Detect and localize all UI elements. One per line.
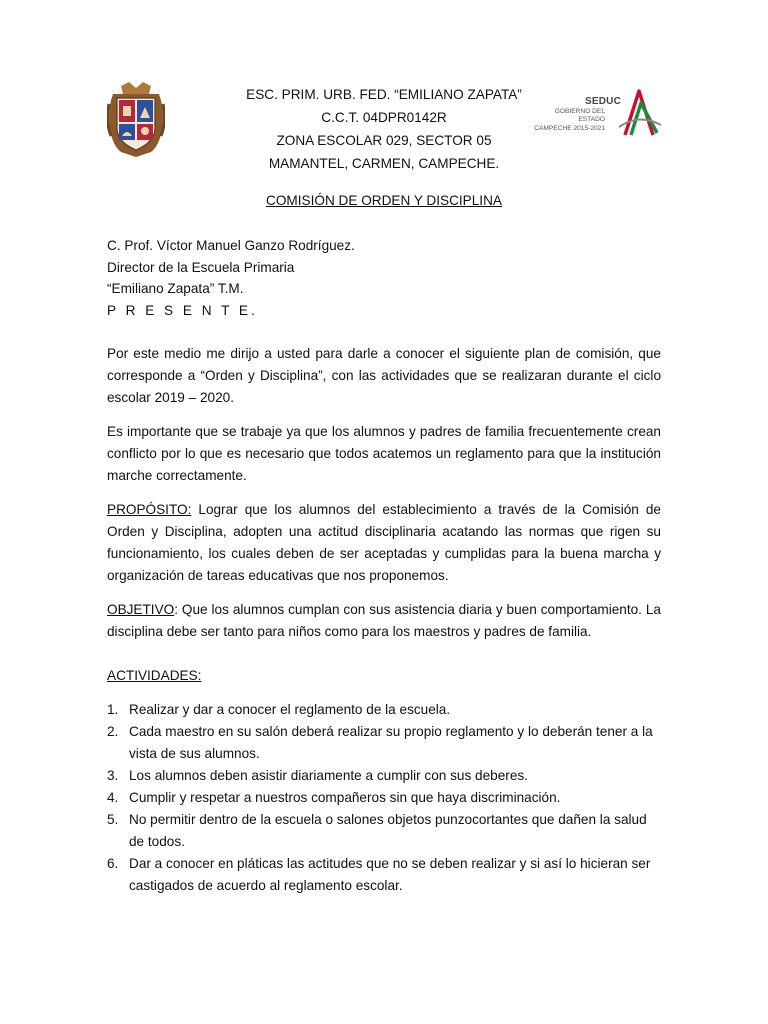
- activity-number: 4.: [107, 790, 119, 805]
- addressee-name: C. Prof. Víctor Manuel Ganzo Rodríguez.: [107, 238, 355, 253]
- activity-item: [107, 787, 661, 809]
- activity-number: 6.: [107, 856, 119, 871]
- addressee-role: Director de la Escuela Primaria: [107, 259, 295, 275]
- activity-number: 1.: [107, 702, 119, 717]
- activity-item: [107, 721, 661, 765]
- activity-text: Dar a conocer en pláticas las actitudes que no se deben realizar y si así lo hicieran ser castigados de acuerdo al reglamento escolar.: [129, 856, 651, 893]
- seduc-line2: CAMPECHE 2015-2021: [534, 124, 605, 132]
- objective-text: : Que los alumnos cumplan con sus asistencia diaria y buen comportamiento. La disciplina debe ser tanto para niños como para los maestros y padres de familia.: [107, 602, 661, 639]
- activity-item: [107, 699, 661, 721]
- purpose-label: PROPÓSITO:: [107, 502, 192, 517]
- objective-label: OBJETIVO: [107, 602, 175, 617]
- activity-item: [107, 853, 661, 897]
- activity-item: [107, 765, 661, 787]
- activity-text: Cumplir y respetar a nuestros compañeros sin que haya discriminación.: [129, 790, 561, 805]
- activities-title: ACTIVIDADES:: [107, 668, 202, 683]
- intro-paragraph: Por este medio me dirijo a usted para darle a conocer el siguiente plan de comisión, que corresponde a “Orden y Disciplina”, con las actividades que se realizaran durante el ciclo escolar 2019 – 2020.: [107, 346, 661, 405]
- addressee-block: [107, 235, 355, 321]
- seduc-line1: GOBIERNO DEL ESTADO: [554, 108, 605, 124]
- activities-list: [107, 699, 661, 897]
- activity-item: [107, 809, 661, 853]
- purpose-paragraph: [107, 499, 661, 587]
- school-location: MAMANTEL, CARMEN, CAMPECHE.: [268, 156, 500, 171]
- addressee-school: “Emiliano Zapata” T.M.: [107, 281, 244, 296]
- importance-paragraph: Es importante que se trabaje ya que los alumnos y padres de familia frecuentemente crean conflicto por lo que es necesario que todos acatemos un reglamento para que la institución marche correctamente.: [107, 424, 661, 483]
- school-zone: ZONA ESCOLAR 029, SECTOR 05: [276, 133, 492, 148]
- school-name: ESC. PRIM. URB. FED. “EMILIANO ZAPATA”: [246, 87, 522, 102]
- activity-text: No permitir dentro de la escuela o salones objetos punzocortantes que dañen la salud de todos.: [129, 812, 647, 849]
- school-header: [0, 83, 768, 175]
- activity-number: 2.: [107, 724, 119, 739]
- objective-paragraph: [107, 599, 661, 643]
- activity-number: 5.: [107, 812, 119, 827]
- activity-text: Cada maestro en su salón deberá realizar su propio reglamento y lo deberán tener a la vista de sus alumnos.: [129, 724, 653, 761]
- school-cct: C.C.T. 04DPR0142R: [321, 110, 447, 125]
- addressee-presente: P R E S E N T E.: [107, 302, 258, 318]
- seduc-name: SEDUC: [585, 96, 622, 107]
- activity-number: 3.: [107, 768, 119, 783]
- purpose-text: Lograr que los alumnos del establecimiento a través de la Comisión de Orden y Disciplina, adopten una actitud disciplinaria acatando las normas que rigen su funcionamiento, los cuales deben de ser aceptadas y cumplidas para la buena marcha y organización de tareas educativas que nos proponemos.: [107, 502, 661, 583]
- activity-text: Los alumnos deben asistir diariamente a cumplir con sus deberes.: [129, 768, 528, 783]
- activity-text: Realizar y dar a conocer el reglamento de la escuela.: [129, 702, 451, 717]
- commission-title: COMISIÓN DE ORDEN Y DISCIPLINA: [266, 193, 502, 208]
